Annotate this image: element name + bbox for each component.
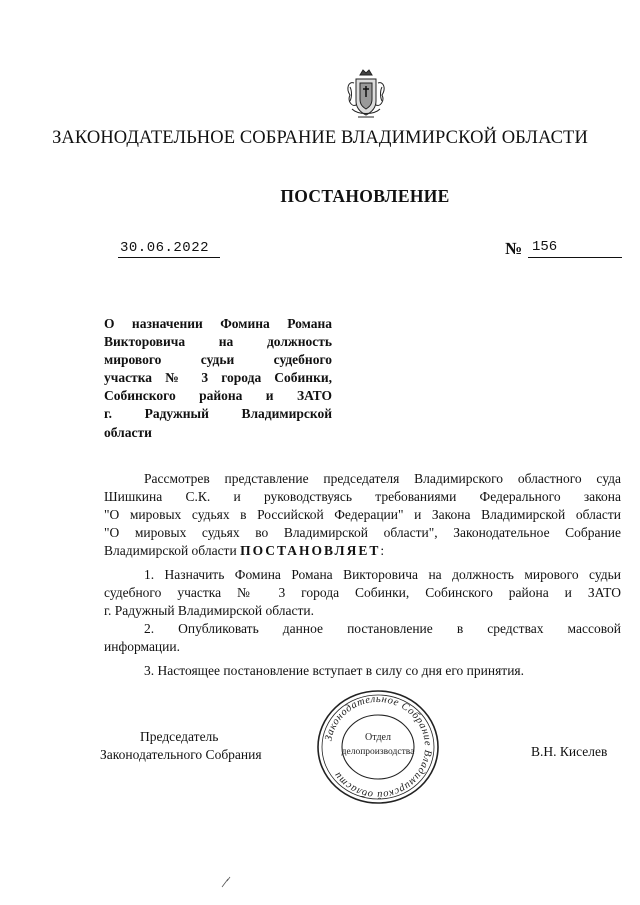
stamp-center-line: делопроизводства [341, 747, 415, 757]
item1-line: 1. Назначить Фомина Романа Викторовича на должность мирового судьи [144, 567, 621, 582]
scan-mark-icon [220, 875, 232, 889]
organization-title: ЗАКОНОДАТЕЛЬНОЕ СОБРАНИЕ ВЛАДИМИРСКОЙ ОБЛАСТИ [52, 128, 588, 148]
item2-line: информации. [104, 639, 180, 654]
office-stamp [314, 688, 442, 806]
document-body [104, 470, 621, 680]
subject-line: О назначении Фомина Романа [104, 316, 332, 331]
item3-line: 3. Настоящее постановление вступает в силу со дня его принятия. [144, 663, 525, 678]
subject-line: области [104, 424, 152, 440]
decree-colon: : [380, 543, 385, 558]
preamble-line [104, 542, 621, 560]
subject-line: участка № 3 города Собинки, [104, 370, 332, 386]
document-date: 30.06.2022 [120, 240, 210, 256]
signatory-position [100, 728, 262, 764]
subject-line: Викторовича на должность [104, 334, 332, 350]
position-line: Законодательного Собрания [100, 747, 262, 762]
document-type-title: ПОСТАНОВЛЕНИЕ [280, 186, 450, 206]
item1-line: судебного участка № 3 города Собинки, Собинского района и ЗАТО [104, 585, 621, 600]
preamble-last-text: Владимирской области [104, 543, 241, 558]
subject-line: г. Радужный Владимирской [104, 406, 332, 422]
preamble-line: Рассмотрев представление председателя Владимирского областного суда [144, 471, 621, 486]
document-number: 156 [532, 239, 558, 255]
stamp-ring-text: Законодательное Собрание Владимирской области [323, 693, 434, 801]
item2-line: 2. Опубликовать данное постановление в средствах массовой [144, 621, 621, 636]
stamp-center-line: Отдел [365, 732, 391, 743]
subject-line: Собинского района и ЗАТО [104, 388, 332, 404]
signatory-name: В.Н. Киселев [531, 744, 608, 759]
subject-line: мирового судьи судебного [104, 352, 332, 368]
preamble-line: "О мировых судьях в Российской Федерации" и Закона Владимирской области [104, 507, 621, 522]
coat-of-arms-icon [344, 67, 388, 123]
number-field [528, 240, 622, 258]
preamble-line: "О мировых судьях во Владимирской области", Законодательное Собрание [104, 525, 621, 540]
position-line: Председатель [140, 729, 219, 744]
number-sign: № [505, 239, 523, 258]
item1-line: г. Радужный Владимирской области. [104, 603, 314, 618]
preamble-line: Шишкина С.К. и руководствуясь требованиями Федерального закона [104, 489, 621, 504]
date-field [118, 240, 220, 258]
document-subject [104, 315, 332, 442]
decree-word: ПОСТАНОВЛЯЕТ [240, 543, 381, 558]
